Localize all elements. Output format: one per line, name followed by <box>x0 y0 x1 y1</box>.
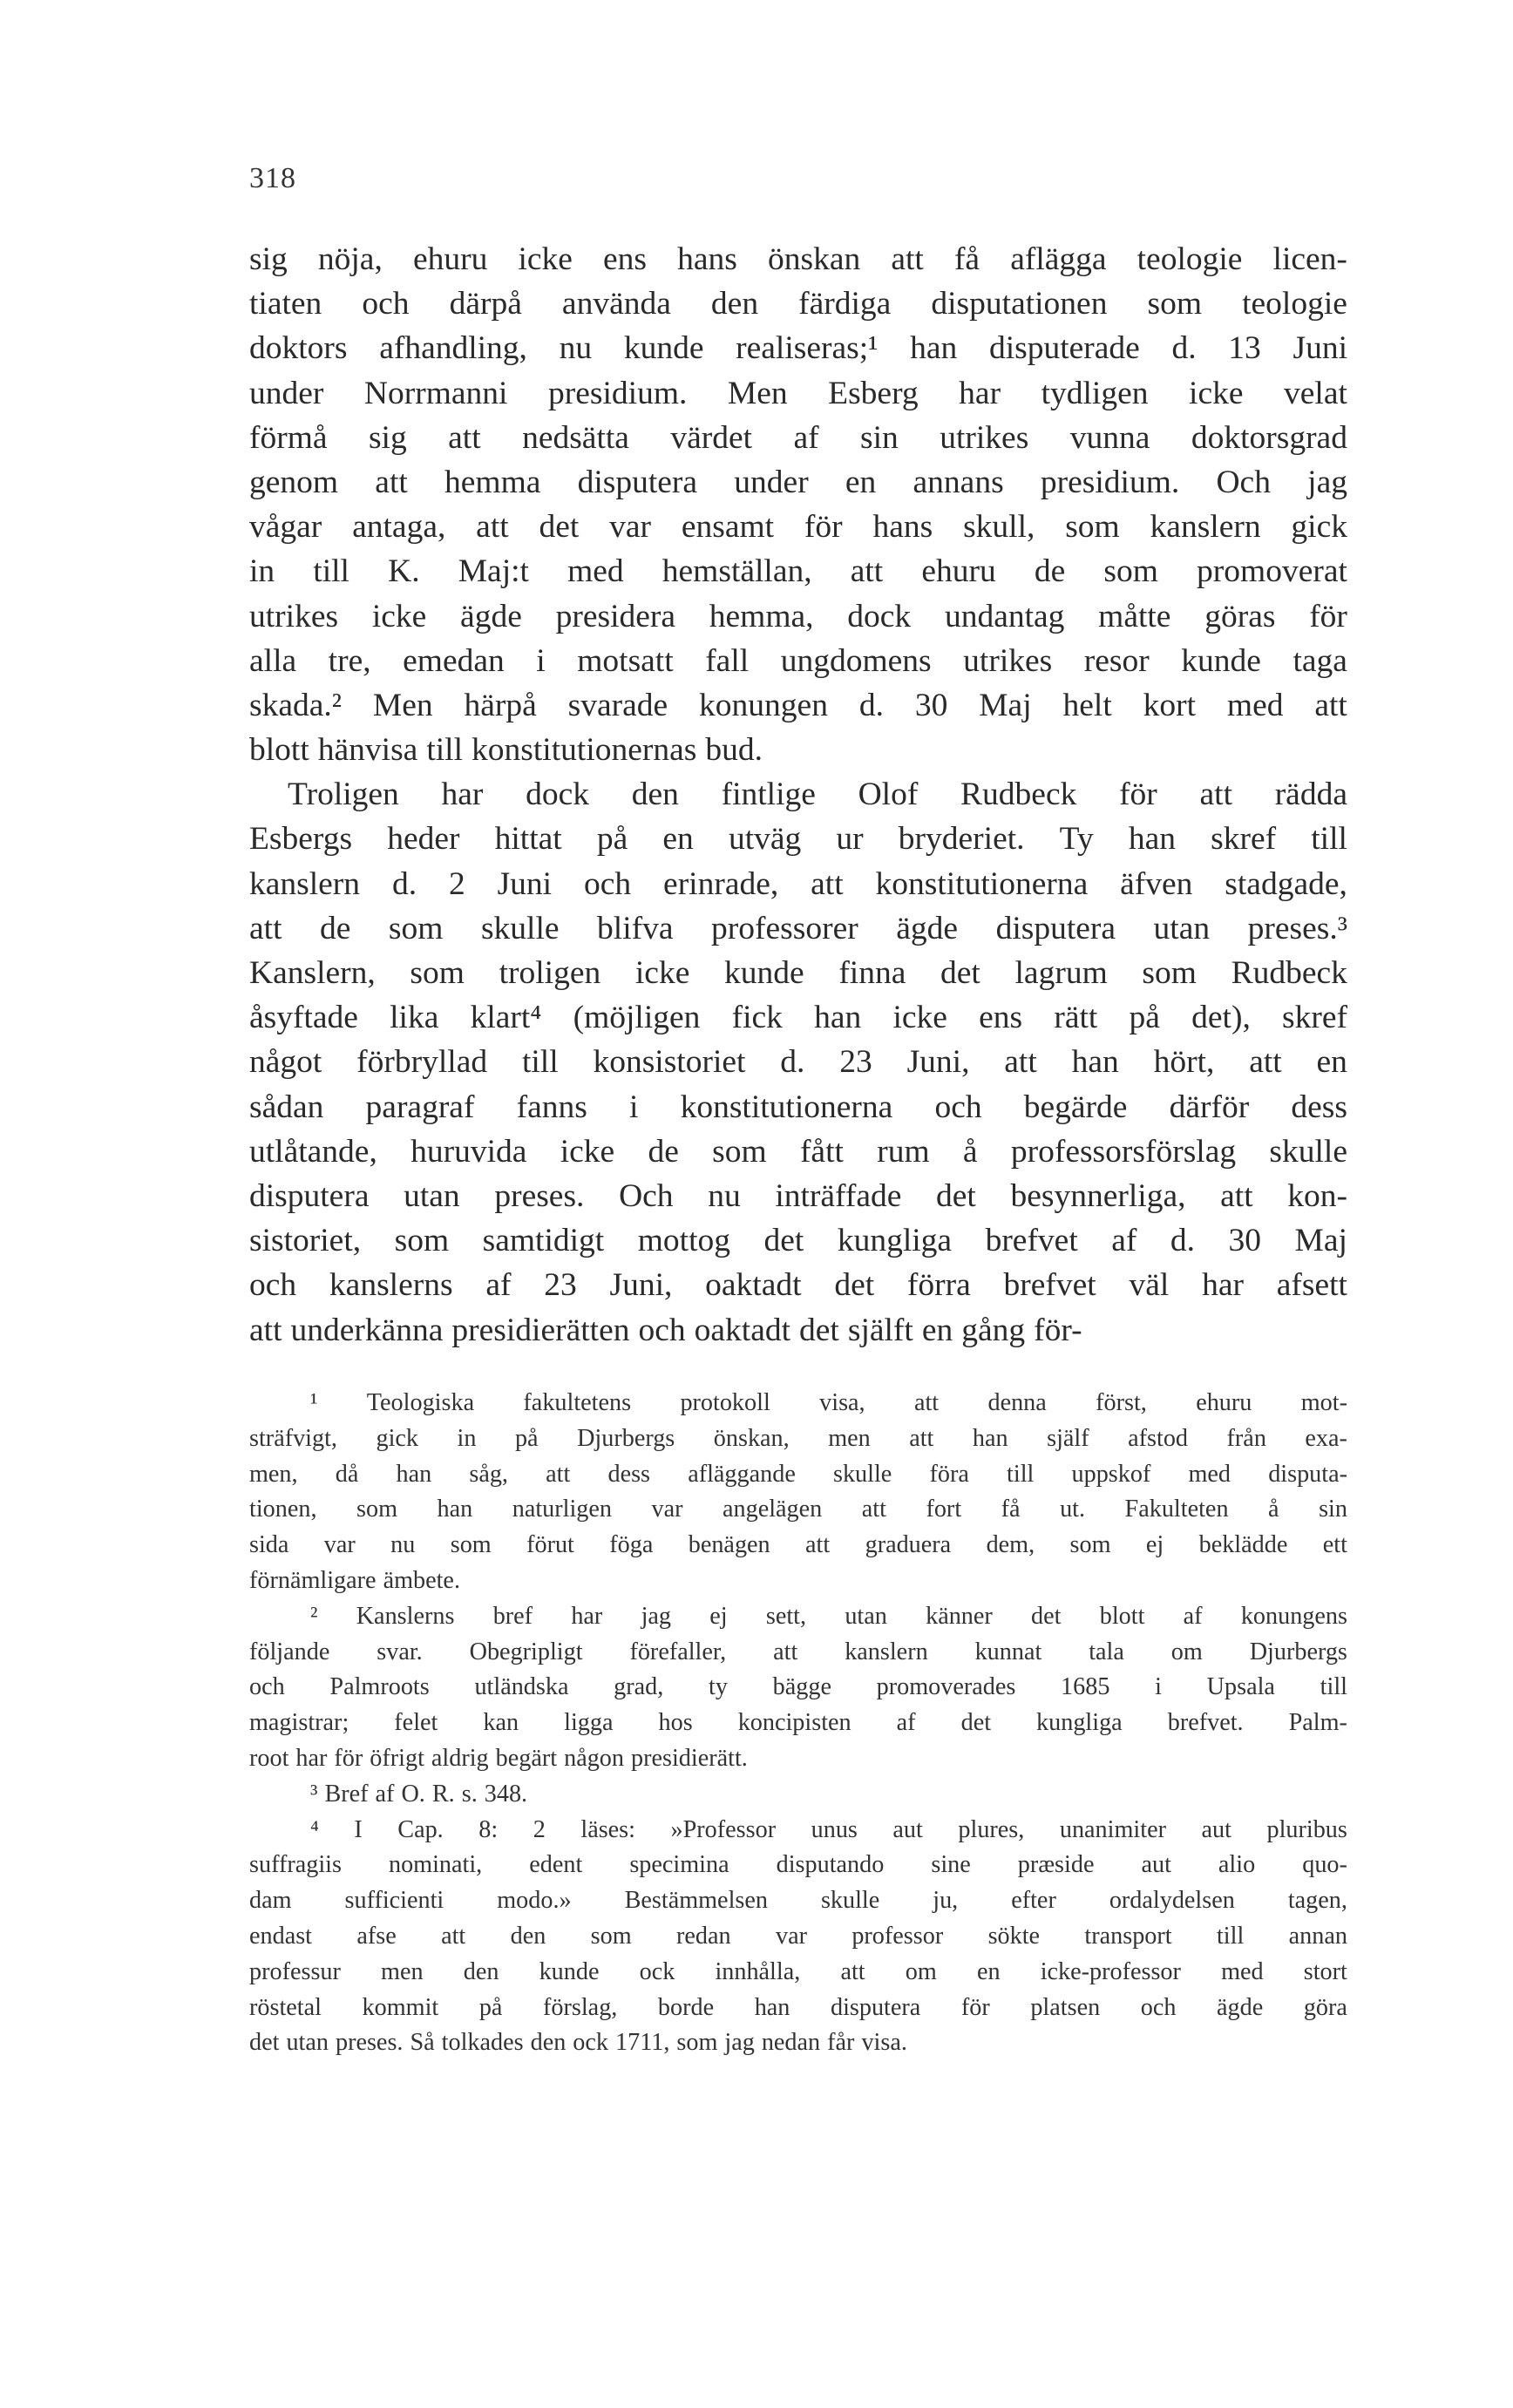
main-text <box>249 237 1347 1353</box>
body-text-line: in till K. Maj:t med hemställan, att ehuru de som promoverat <box>249 553 1347 590</box>
footnote-line: sida var nu som förut föga benägen att graduera dem, som ej beklädde ett <box>249 1531 1347 1559</box>
footnote-line: det utan preses. Så tolkades den ock 1711, som jag nedan får visa. <box>249 2029 907 2057</box>
body-text-line: vågar antaga, att det var ensamt för hans skull, som kanslern gick <box>249 509 1347 546</box>
body-text-line: alla tre, emedan i motsatt fall ungdomens utrikes resor kunde taga <box>249 642 1347 679</box>
footnote-line: röstetal kommit på förslag, borde han disputera för platsen och ägde göra <box>249 1993 1347 2021</box>
footnote-line: ¹ Teologiska fakultetens protokoll visa, att denna först, ehuru mot- <box>310 1389 1347 1416</box>
footnote-line: men, då han såg, att dess afläggande skulle föra till uppskof med disputa- <box>249 1460 1347 1488</box>
footnote-line: ⁴ I Cap. 8: 2 läses: »Professor unus aut plures, unanimiter aut pluribus <box>310 1815 1347 1843</box>
body-text-line: skada.² Men härpå svarade konungen d. 30 Maj helt kort med att <box>249 687 1347 723</box>
page-number: 318 <box>249 162 296 194</box>
footnote-line: sträfvigt, gick in på Djurbergs önskan, men att han själf afstod från exa- <box>249 1424 1347 1452</box>
footnote-line: suffragiis nominati, edent specimina disputando sine præside aut alio quo- <box>249 1851 1347 1879</box>
body-text-line: disputera utan preses. Och nu inträffade det besynnerliga, att kon- <box>249 1177 1347 1214</box>
body-text-line: Kanslern, som troligen icke kunde finna det lagrum som Rudbeck <box>249 955 1347 991</box>
body-text-line: genom att hemma disputera under en annans presidium. Och jag <box>249 464 1347 500</box>
footnote-line: och Palmroots utländska grad, ty bägge promoverades 1685 i Upsala till <box>249 1673 1347 1701</box>
body-text-line: blott hänvisa till konstitutionernas bud. <box>249 732 763 769</box>
footnote-line: ³ Bref af O. R. s. 348. <box>310 1780 528 1808</box>
body-text-line: något förbryllad till konsistoriet d. 23 Juni, att han hört, att en <box>249 1044 1347 1081</box>
body-text-line: utlåtande, huruvida icke de som fått rum å professorsförslag skulle <box>249 1133 1347 1170</box>
body-text-line: tiaten och därpå använda den färdiga disputationen som teologie <box>249 286 1347 322</box>
footnote-line: ² Kanslerns bref har jag ej sett, utan känner det blott af konungens <box>310 1602 1347 1630</box>
body-text-line: sådan paragraf fanns i konstitutionerna och begärde därför dess <box>249 1089 1347 1125</box>
footnote-line: root har för öfrigt aldrig begärt någon presidierätt. <box>249 1744 748 1772</box>
body-text-line: sistoriet, som samtidigt mottog det kungliga brefvet af d. 30 Maj <box>249 1223 1347 1259</box>
footnote-line: förnämligare ämbete. <box>249 1566 460 1594</box>
footnote-line: följande svar. Obegripligt förefaller, att kanslern kunnat tala om Djurbergs <box>249 1638 1347 1665</box>
body-text-line: doktors afhandling, nu kunde realiseras;¹ han disputerade d. 13 Juni <box>249 330 1347 367</box>
body-text-line: åsyftade lika klart⁴ (möjligen fick han icke ens rätt på det), skref <box>249 1000 1347 1036</box>
body-text-line: Troligen har dock den fintlige Olof Rudbeck för att rädda <box>288 777 1347 813</box>
body-text-line: kanslern d. 2 Juni och erinrade, att konstitutionerna äfven stadgade, <box>249 865 1347 902</box>
footnote-line: magistrar; felet kan ligga hos koncipisten af det kungliga brefvet. Palm- <box>249 1709 1347 1737</box>
body-text-line: förmå sig att nedsätta värdet af sin utrikes vunna doktorsgrad <box>249 419 1347 456</box>
body-text-line: utrikes icke ägde presidera hemma, dock undantag måtte göras för <box>249 598 1347 634</box>
body-text-line: under Norrmanni presidium. Men Esberg har tydligen icke velat <box>249 375 1347 411</box>
body-text-line: att underkänna presidierätten och oaktadt det själft en gång för- <box>249 1312 1082 1348</box>
footnotes <box>249 1386 1347 2061</box>
footnote-line: tionen, som han naturligen var angelägen att fort få ut. Fakulteten å sin <box>249 1496 1347 1523</box>
body-text-line: och kanslerns af 23 Juni, oaktadt det förra brefvet väl har afsett <box>249 1267 1347 1304</box>
footnote-line: endast afse att den som redan var professor sökte transport till annan <box>249 1922 1347 1950</box>
body-text-line: Esbergs heder hittat på en utväg ur bryderiet. Ty han skref till <box>249 821 1347 858</box>
footnote-line: dam sufficienti modo.» Bestämmelsen skulle ju, efter ordalydelsen tagen, <box>249 1887 1347 1915</box>
body-text-line: att de som skulle blifva professorer ägde disputera utan preses.³ <box>249 910 1347 946</box>
body-text-line: sig nöja, ehuru icke ens hans önskan att få aflägga teologie licen- <box>249 241 1347 277</box>
footnote-line: professur men den kunde ock innhålla, att om en icke-professor med stort <box>249 1957 1347 1985</box>
